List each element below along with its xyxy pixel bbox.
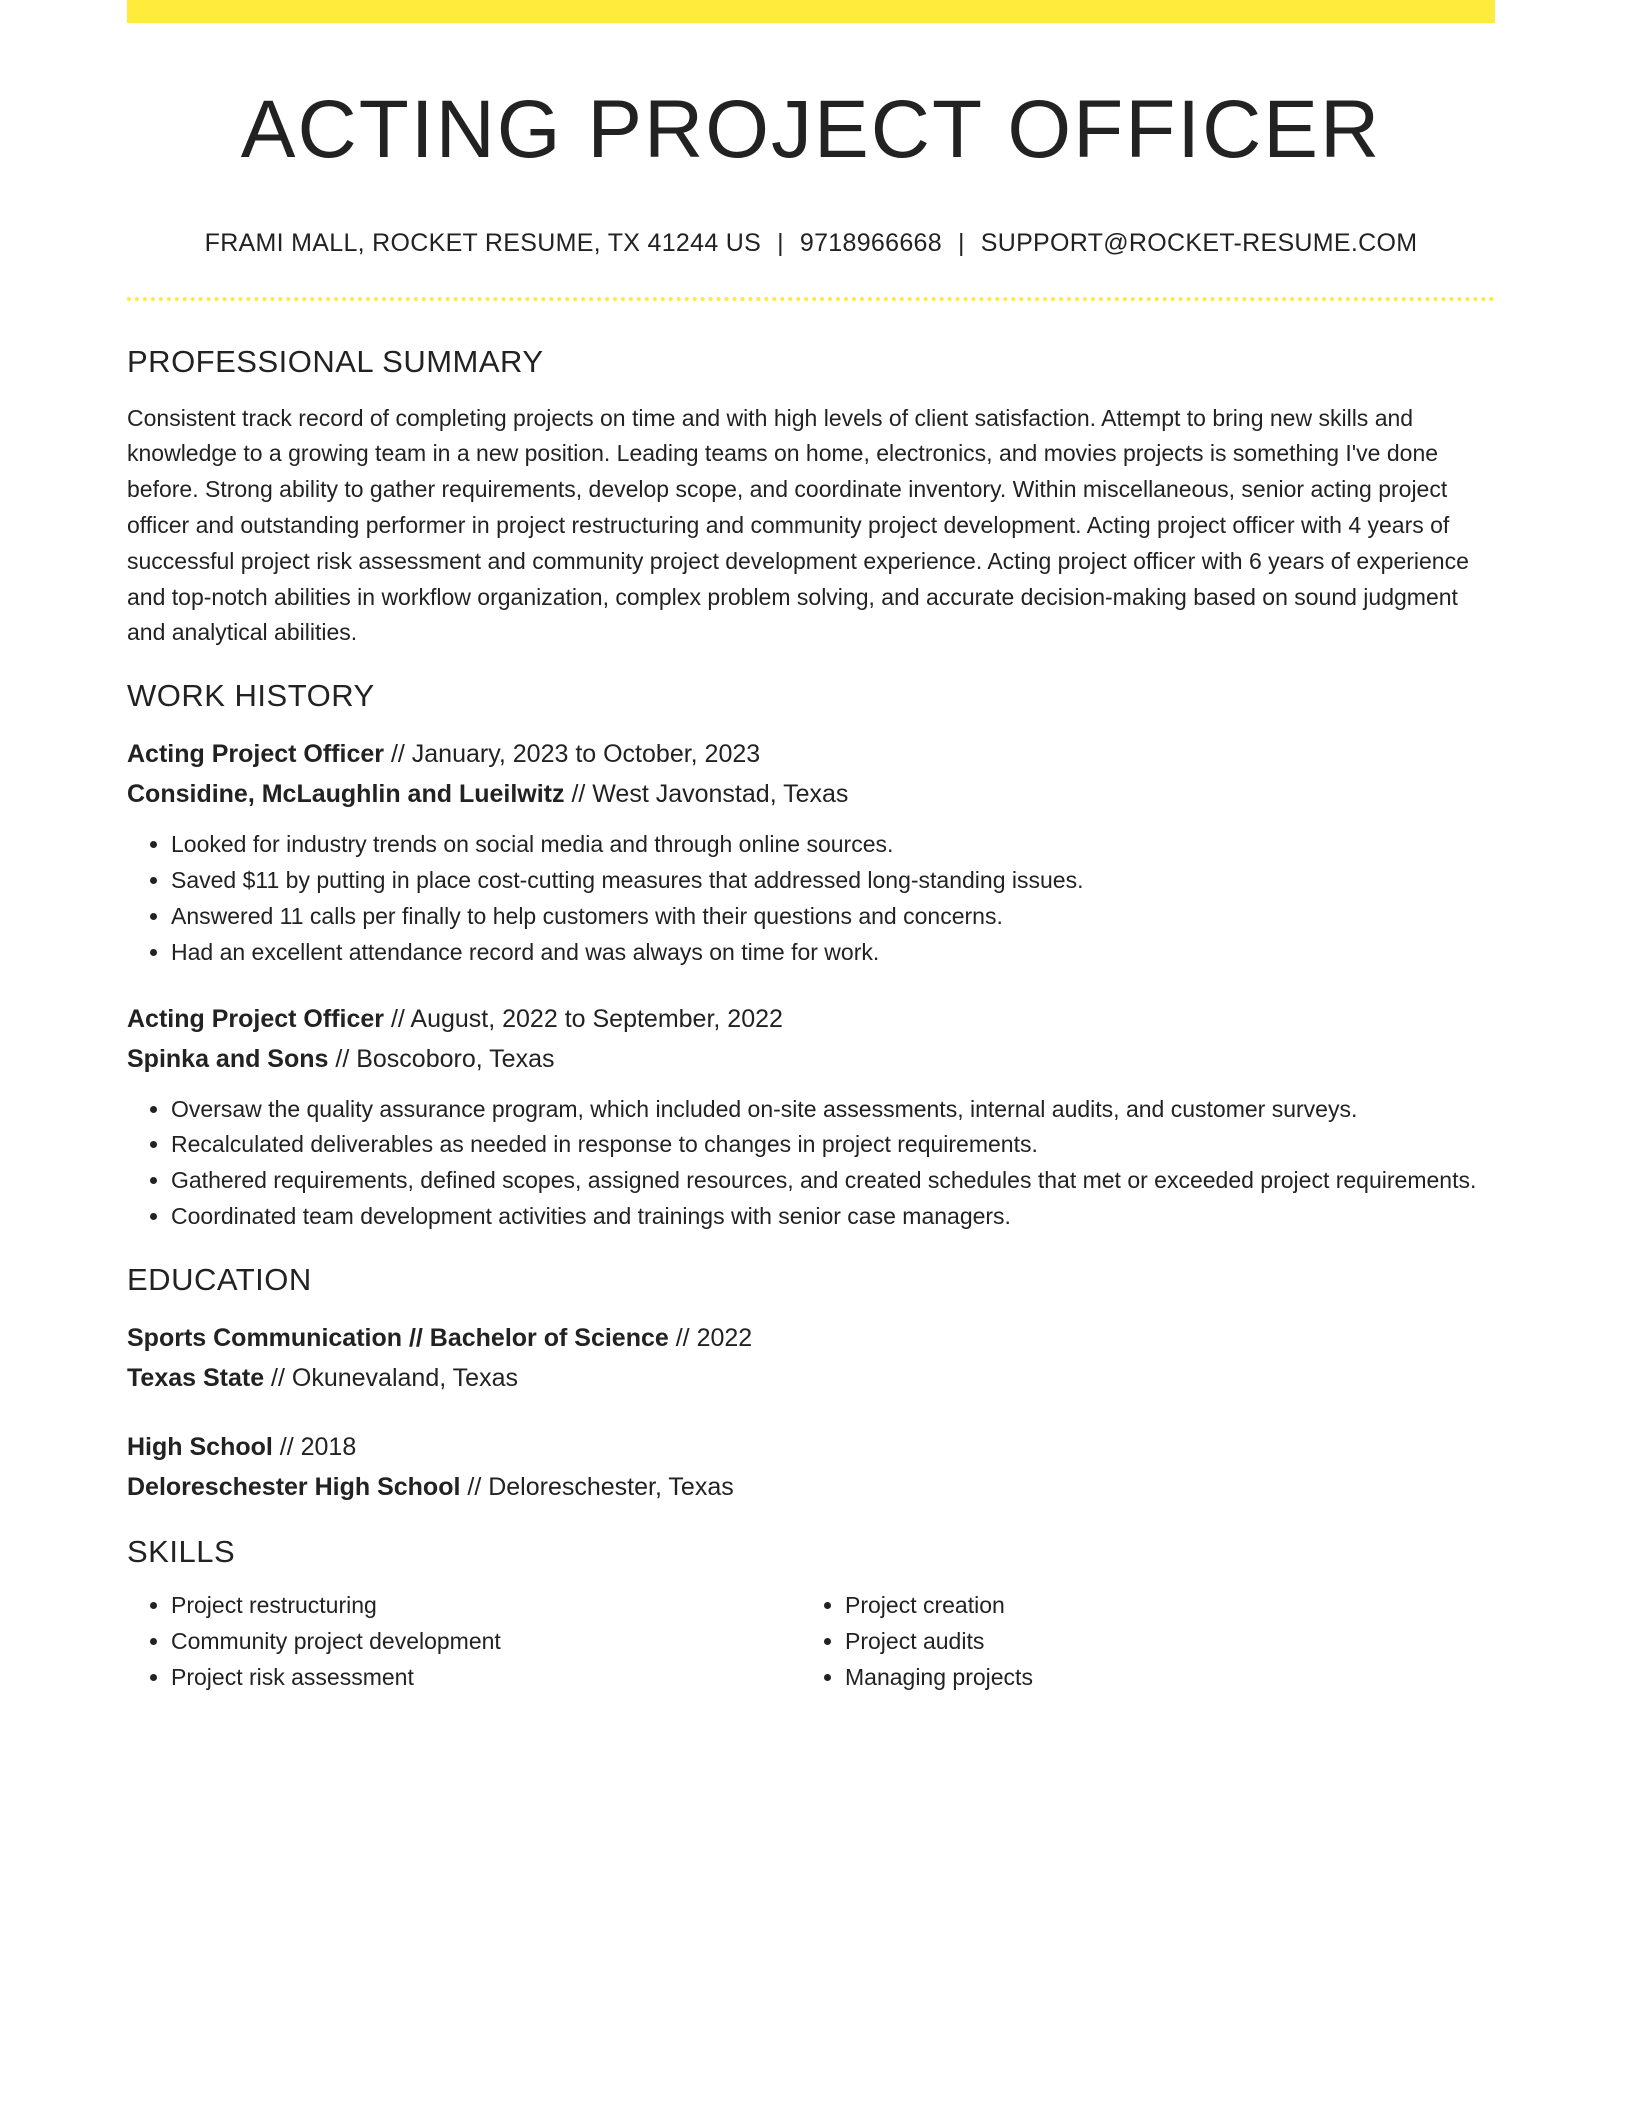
education-school-line bbox=[127, 1467, 1495, 1507]
accent-top-bar bbox=[127, 0, 1495, 23]
dotted-divider bbox=[127, 297, 1495, 301]
list-item: • Community project development bbox=[171, 1624, 801, 1660]
education-school-line bbox=[127, 1358, 1495, 1398]
contact-phone: 9718966668 bbox=[799, 229, 942, 258]
work-history-heading: WORK HISTORY bbox=[127, 678, 375, 714]
education-year: // 2022 bbox=[668, 1323, 753, 1352]
job-role: Acting Project Officer bbox=[127, 1004, 384, 1033]
list-item: • Project creation bbox=[845, 1588, 1033, 1624]
list-item: • Project risk assessment bbox=[171, 1660, 801, 1696]
education-school: Texas State bbox=[127, 1363, 265, 1392]
job-title-line bbox=[127, 999, 1495, 1039]
list-item: • Project audits bbox=[845, 1624, 1033, 1660]
education-degree-line bbox=[127, 1318, 1495, 1358]
education-entry bbox=[127, 1427, 1495, 1507]
list-item: • Coordinated team development activities and trainings with senior case managers. bbox=[171, 1199, 1495, 1235]
contact-address: FRAMI MALL, ROCKET RESUME, TX 41244 US bbox=[204, 229, 762, 258]
job-bullets bbox=[127, 1092, 1495, 1235]
education-location: // Okunevaland, Texas bbox=[264, 1363, 518, 1392]
contact-line bbox=[127, 229, 1495, 258]
skills-column-2 bbox=[801, 1588, 1033, 1695]
job-company: Considine, McLaughlin and Lueilwitz bbox=[127, 780, 565, 809]
list-item: • Answered 11 calls per finally to help customers with their questions and concerns. bbox=[171, 899, 1495, 935]
list-item: • Had an excellent attendance record and was always on time for work. bbox=[171, 935, 1495, 971]
job-company: Spinka and Sons bbox=[127, 1044, 329, 1073]
job-role: Acting Project Officer bbox=[127, 740, 384, 769]
job-dates: // January, 2023 to October, 2023 bbox=[384, 740, 761, 769]
contact-separator: | bbox=[957, 229, 965, 258]
job-bullets bbox=[127, 827, 1495, 970]
education-degree: Sports Communication // Bachelor of Science bbox=[127, 1323, 669, 1352]
job-company-line bbox=[127, 774, 1495, 814]
summary-text: Consistent track record of completing projects on time and with high levels of client satisfaction. Attempt to bring new skills and knowledge to a growing team in a new position. Leading teams on home, electronics, and movies projects is something I've done before. Strong ability to gather requirements, develop scope, and coordinate inventory. Within miscellaneous, senior acting project officer and outstanding performer in project restructuring and community project development. Acting project officer with 4 years of successful project risk assessment and community project development experience. Acting project officer with 6 years of experience and top-notch abilities in workflow organization, complex problem solving, and accurate decision-making based on sound judgment and analytical abilities. bbox=[127, 404, 1469, 646]
resume-page bbox=[127, 0, 1495, 1695]
resume-name: ACTING PROJECT OFFICER bbox=[240, 84, 1382, 175]
contact-email: SUPPORT@ROCKET-RESUME.COM bbox=[980, 229, 1418, 258]
job-entry bbox=[127, 999, 1495, 1235]
list-item: • Recalculated deliverables as needed in response to changes in project requirements. bbox=[171, 1127, 1495, 1163]
job-company-line bbox=[127, 1039, 1495, 1079]
list-item: • Oversaw the quality assurance program, which included on-site assessments, internal audits, and customer surveys. bbox=[171, 1092, 1495, 1128]
job-location: // Boscoboro, Texas bbox=[328, 1044, 555, 1073]
education-degree: High School bbox=[127, 1432, 273, 1461]
list-item: • Looked for industry trends on social media and through online sources. bbox=[171, 827, 1495, 863]
education-heading: EDUCATION bbox=[127, 1261, 312, 1297]
education-entry bbox=[127, 1318, 1495, 1398]
education-year: // 2018 bbox=[272, 1432, 357, 1461]
education-degree-line bbox=[127, 1427, 1495, 1467]
skills-heading: SKILLS bbox=[127, 1533, 236, 1569]
skills-column-1 bbox=[127, 1588, 801, 1695]
list-item: • Saved $11 by putting in place cost-cutting measures that addressed long-standing issues. bbox=[171, 863, 1495, 899]
job-title-line bbox=[127, 734, 1495, 774]
summary-heading: PROFESSIONAL SUMMARY bbox=[127, 344, 544, 380]
list-item: • Gathered requirements, defined scopes, assigned resources, and created schedules that met or exceeded project requirements. bbox=[171, 1163, 1495, 1199]
list-item: • Project restructuring bbox=[171, 1588, 801, 1624]
skills-list bbox=[127, 1588, 1495, 1695]
job-dates: // August, 2022 to September, 2022 bbox=[384, 1004, 783, 1033]
job-location: // West Javonstad, Texas bbox=[564, 780, 849, 809]
job-entry bbox=[127, 734, 1495, 970]
education-school: Deloreschester High School bbox=[127, 1472, 461, 1501]
education-location: // Deloreschester, Texas bbox=[460, 1472, 734, 1501]
list-item: • Managing projects bbox=[845, 1660, 1033, 1696]
contact-separator: | bbox=[777, 229, 784, 258]
